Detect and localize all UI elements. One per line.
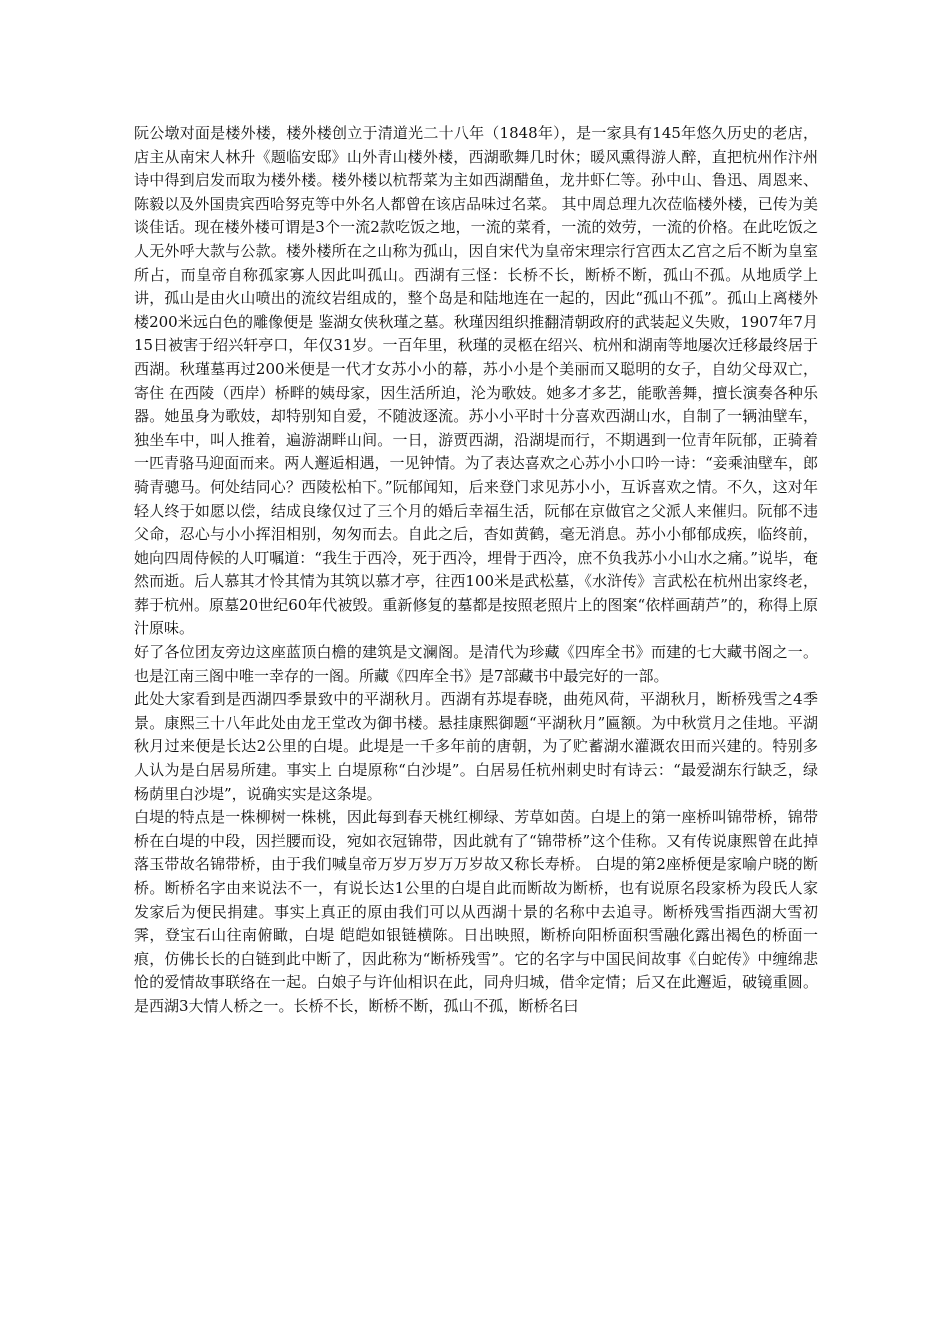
paragraph-wenlange: 好了各位团友旁边这座蓝顶白檐的建筑是文澜阁。是清代为珍藏《四库全书》而建的七大藏书阁之一。也是江南三阁中唯一幸存的一阁。所藏《四库全书》是7部藏书中最完好的一部。 [134, 643, 818, 685]
document-body [134, 122, 818, 1019]
paragraph-pinghuqiuyue: 此处大家看到是西湖四季景致中的平湖秋月。西湖有苏堤春晓，曲苑风荷，平湖秋月，断桥残雪之4季景。康熙三十八年此处由龙王堂改为御书楼。悬挂康熙御题“平湖秋月”匾额。为中秋赏月之佳地。平湖秋月过来便是长达2公里的白堤。此堤是一千多年前的唐朝，为了贮蓄湖水灌溉农田而兴建的。特别多人认为是白居易所建。事实上 白堤原称“白沙堤”。白居易任杭州刺史时有诗云：“最爱湖东行缺乏，绿杨荫里白沙堤”，说确实实是这条堤。 [134, 690, 818, 803]
paragraph-baidi: 白堤的特点是一株柳树一株桃，因此每到春天桃红柳绿、芳草如茵。白堤上的第一座桥叫锦带桥，锦带桥在白堤的中段，因拦腰而设，宛如衣冠锦带，因此就有了“锦带桥”这个佳称。又有传说康熙曾在此掉落玉带故名锦带桥，由于我们喊皇帝万岁万岁万万岁故又称长寿桥。 白堤的第2座桥便是家喻户晓的断桥。断桥名字由来说法不一，有说长达1公里的白堤自此而断故为断桥，也有说原名段家桥为段氏人家发家后为便民捐建。事实上真正的原由我们可以从西湖十景的名称中去追寻。断桥残雪指西湖大雪初霁，登宝石山往南俯瞰，白堤 皑皑如银链横陈。日出映照，断桥向阳桥面积雪融化露出褐色的桥面一痕，仿佛长长的白链到此中断了，因此称为“断桥残雪”。它的名字与中国民间故事《白蛇传》中缠绵悲怆的爱情故事联络在一起。白娘子与许仙相识在此，同舟归城，借伞定情；后又在此邂逅，破镜重圆。是西湖3大情人桥之一。长桥不长，断桥不断，孤山不孤，断桥名曰 [134, 808, 818, 1015]
paragraph-louwailou: 阮公墩对面是楼外楼，楼外楼创立于清道光二十八年（1848年），是一家具有145年悠久历史的老店，店主从南宋人林升《题临安邸》山外青山楼外楼，西湖歌舞几时休；暖风熏得游人醉，直把杭州作汴州诗中得到启发而取为楼外楼。楼外楼以杭帮菜为主如西湖醋鱼，龙井虾仁等。孙中山、鲁迅、周恩来、陈毅以及外国贵宾西哈努克等中外名人都曾在该店品味过名菜。 其中周总理九次莅临楼外楼，已传为美谈佳话。现在楼外楼可谓是3个一流2款吃饭之地，一流的菜肴，一流的效劳，一流的价格。在此吃饭之人无外呼大款与公款。楼外楼所在之山称为孤山，因自宋代为皇帝宋理宗行宫西太乙宫之后不断为皇室所占，而皇帝自称孤家寡人因此叫孤山。西湖有三怪：长桥不长，断桥不断，孤山不孤。从地质学上讲，孤山是由火山喷出的流纹岩组成的，整个岛是和陆地连在一起的，因此“孤山不孤”。孤山上离楼外楼200米远白色的雕像便是 鉴湖女侠秋瑾之墓。秋瑾因组织推翻清朝政府的武装起义失败，1907年7月15日被害于绍兴轩亭口，年仅31岁。一百年里，秋瑾的灵柩在绍兴、杭州和湖南等地屡次迁移最终居于西湖。秋瑾墓再过200米便是一代才女苏小小的幕，苏小小是个美丽而又聪明的女子，自幼父母双亡，寄住 在西陵（西岸）桥畔的姨母家，因生活所迫，沦为歌妓。她多才多艺，能歌善舞，擅长演奏各种乐器。她虽身为歌妓，却特别知自爱，不随波逐流。苏小小平时十分喜欢西湖山水，自制了一辆油壁车，独坐车中，叫人推着，遍游湖畔山间。一日，游贾西湖，沿湖堤而行，不期遇到一位青年阮郁，正骑着一匹青骆马迎面而来。两人邂逅相遇，一见钟情。为了表达喜欢之心苏小小口吟一诗：“妾乘油壁车，郎骑青骢马。何处结同心？西陵松柏下。”阮郁闻知，后来登门求见苏小小，互诉喜欢之情。不久，这对年轻人终于如愿以偿，结成良缘仅过了三个月的婚后幸福生活，阮郁在京做官之父派人来催归。阮郁不违父命，忍心与小小挥泪相别，匆匆而去。自此之后，杳如黄鹤，毫无消息。苏小小郁郁成疾，临终前，她向四周侍候的人叮嘱道：“我生于西冷，死于西冷，埋骨于西冷，庶不负我苏小小山水之痛。”说毕，奄然而逝。后人慕其才怜其情为其筑以慕才亭，往西100米是武松墓，《水浒传》言武松在杭州出家终老，葬于杭州。原墓20世纪60年代被毁。重新修复的墓都是按照老照片上的图案“依样画葫芦”的，称得上原汁原味。 [134, 124, 818, 638]
